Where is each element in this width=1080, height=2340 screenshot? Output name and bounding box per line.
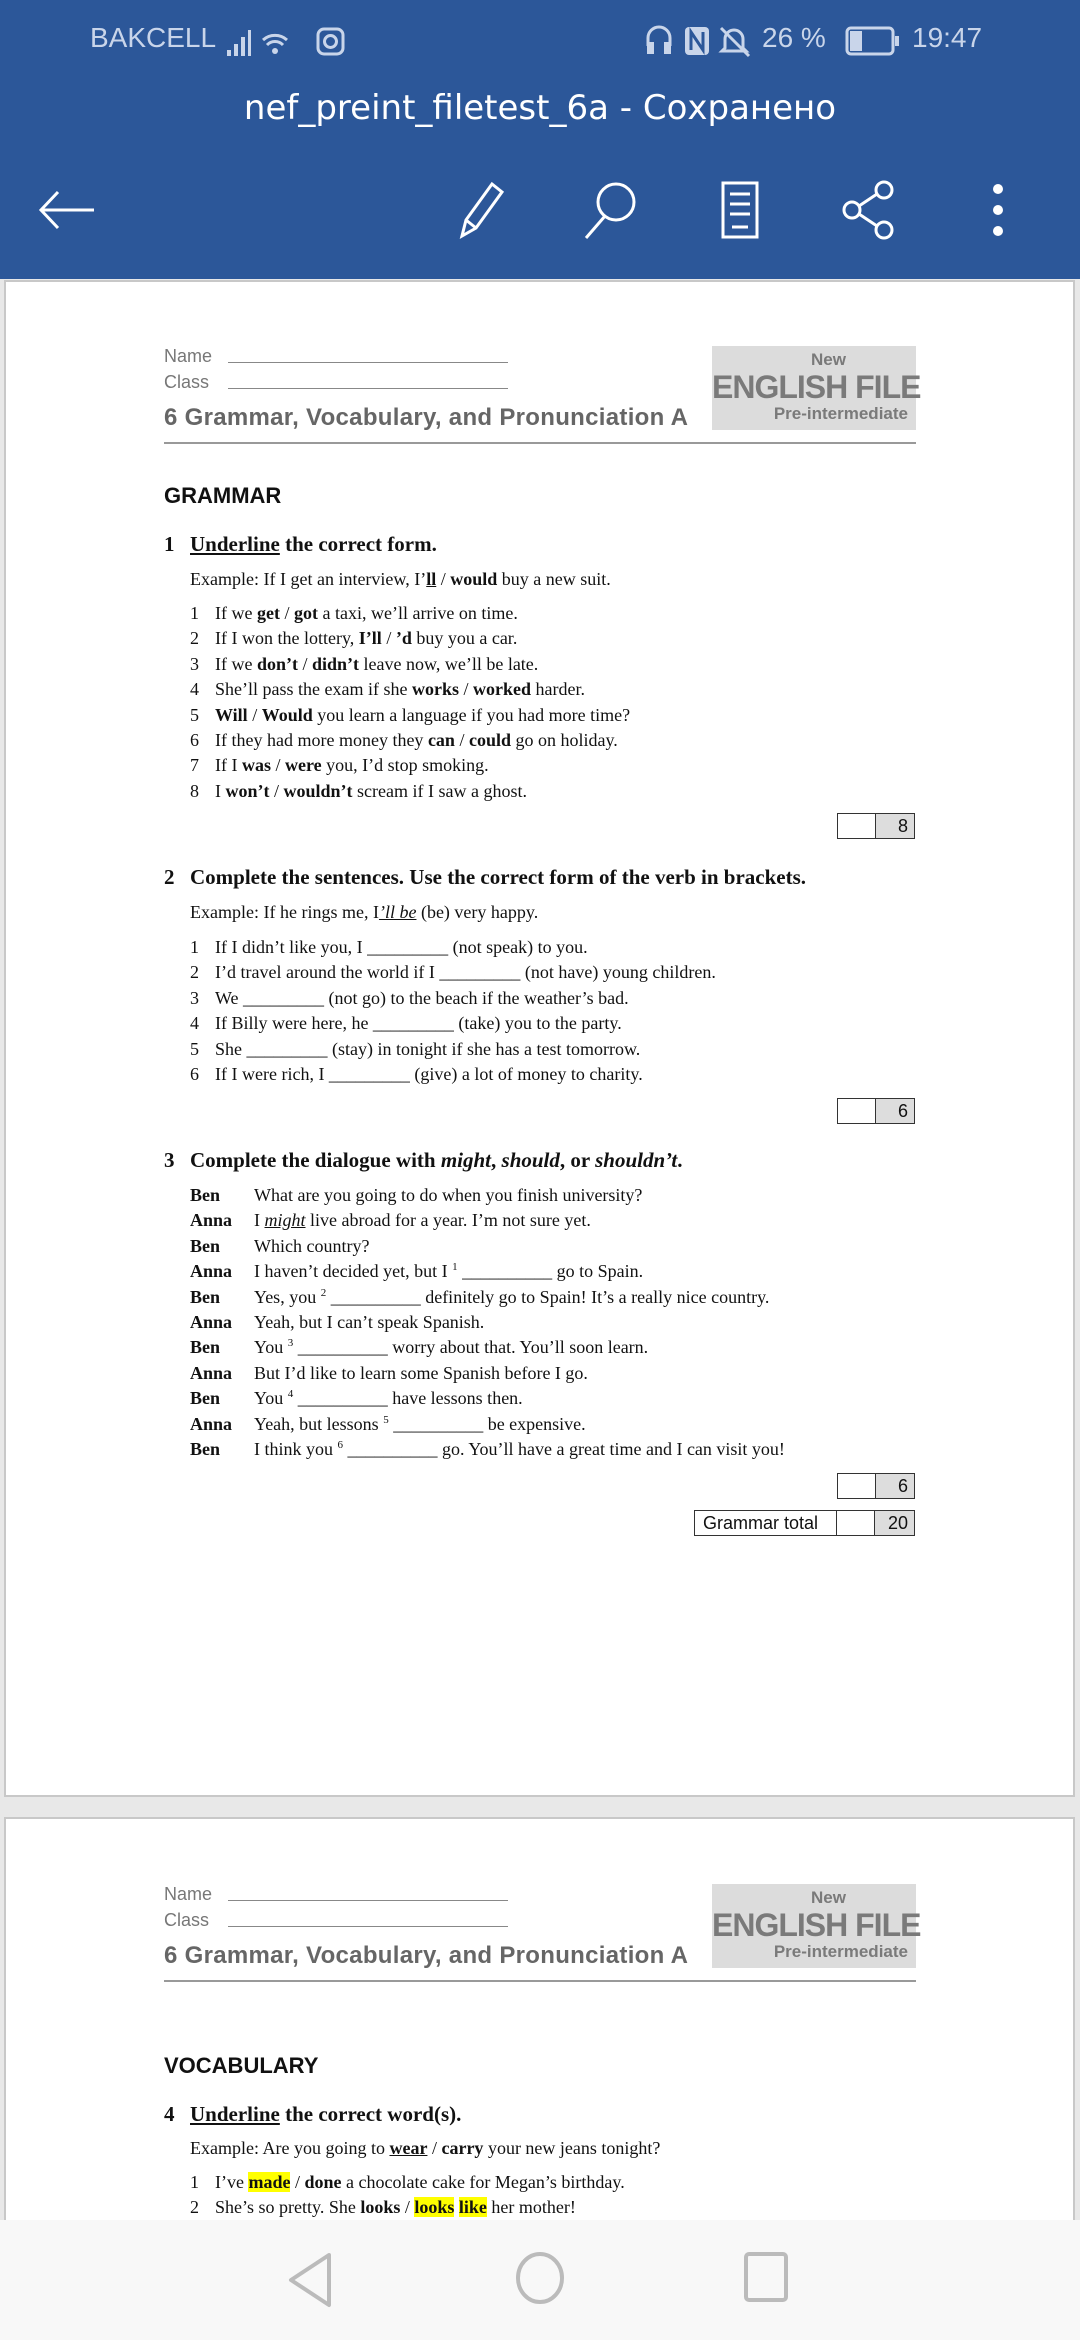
exercise-item <box>215 705 630 726</box>
text-segment: worked <box>473 679 531 700</box>
exercise-item <box>215 755 489 776</box>
speaker-name: Anna <box>190 1210 233 1231</box>
text-segment: If they had more money they <box>215 730 428 750</box>
exercise-item <box>215 730 618 751</box>
dialogue-line <box>254 1261 643 1282</box>
exercise-item <box>215 1013 622 1034</box>
text-segment: __________ have lessons then. <box>293 1388 523 1409</box>
logo-text: New <box>811 350 846 369</box>
score-max: 6 <box>876 1474 914 1498</box>
class-label: Class <box>164 1910 210 1930</box>
question-number: 1 <box>164 532 175 556</box>
text-segment: She’s so pretty. She <box>215 2197 361 2218</box>
text-segment: get <box>256 603 280 623</box>
speaker-name: Ben <box>190 1286 221 1307</box>
text-segment: ll <box>426 569 437 589</box>
exercise-item <box>215 1039 640 1060</box>
edit-pencil-icon[interactable] <box>452 180 512 240</box>
text-segment: should <box>501 1148 560 1172</box>
text-segment: a taxi, we’ll arrive on time. <box>317 603 518 623</box>
speaker-name: Ben <box>190 1337 221 1358</box>
item-number: 3 <box>190 987 199 1008</box>
item-number: 2 <box>190 962 199 983</box>
text-segment: She _________ (stay) in tonight if she has a test tomorrow. <box>215 1038 641 1059</box>
highlighted-answer: like <box>458 2197 487 2218</box>
item-number: 6 <box>190 730 199 750</box>
text-segment: __________ be expensive. <box>388 1413 586 1434</box>
score-input[interactable] <box>838 1474 876 1498</box>
text-segment: You <box>254 1388 288 1409</box>
highlighted-answer: looks <box>414 2197 455 2218</box>
reading-view-icon[interactable] <box>710 180 770 240</box>
item-number: 1 <box>190 603 199 623</box>
text-segment: scream if I saw a ghost. <box>352 780 527 801</box>
gap-number: 5 <box>383 1413 389 1426</box>
text-segment: buy a new suit. <box>497 569 611 589</box>
grammar-total-label: Grammar total <box>695 1511 837 1535</box>
question-instruction <box>190 2102 461 2127</box>
exercise-item <box>215 2197 576 2218</box>
score-box <box>837 813 915 839</box>
logo-text: ENGLISH FILE <box>712 369 921 405</box>
name-label: Name <box>164 1884 213 1904</box>
text-segment: don’t <box>256 653 298 674</box>
speaker-name: Ben <box>190 1388 221 1409</box>
item-number: 7 <box>190 755 199 776</box>
text-segment: Yeah, but I can’t speak Spanish. <box>254 1312 485 1332</box>
battery-icon <box>845 26 901 56</box>
speaker-name: Anna <box>190 1362 233 1383</box>
text-segment: / <box>381 628 396 649</box>
exercise-item <box>215 937 588 958</box>
text-segment: wouldn’t <box>283 780 353 801</box>
dialogue-line <box>254 1236 369 1257</box>
dialogue-line <box>254 1414 586 1435</box>
text-segment: If we <box>215 603 257 623</box>
text-segment: Underline <box>190 2102 280 2126</box>
item-number: 2 <box>190 2197 199 2218</box>
speaker-name: Anna <box>190 1261 233 1282</box>
test-heading: 6 Grammar, Vocabulary, and Pronunciation A <box>164 1942 689 1969</box>
question-instruction <box>190 865 806 890</box>
item-number: 5 <box>190 1038 199 1059</box>
example-sentence <box>190 902 538 923</box>
gap-number: 2 <box>320 1286 327 1299</box>
dialogue-line <box>254 1287 769 1308</box>
dialogue-line <box>254 1312 484 1333</box>
text-segment: Will <box>215 704 248 725</box>
item-number: 8 <box>190 780 199 801</box>
text-segment: / <box>247 704 262 725</box>
text-segment: (be) very happy. <box>416 902 539 922</box>
document-title: nef_preint_filetest_6a - Сохранено <box>243 88 837 128</box>
text-segment: can <box>427 730 455 750</box>
text-segment: didn’t <box>312 653 360 674</box>
text-segment: . <box>677 1148 683 1172</box>
home-icon[interactable] <box>512 2248 568 2308</box>
clock: 19:47 <box>912 22 983 53</box>
text-segment: __________ worry about that. You’ll soon learn. <box>293 1337 649 1358</box>
text-segment: , or <box>559 1148 596 1172</box>
app-header <box>0 0 1080 279</box>
text-segment: would <box>450 569 498 589</box>
text-segment: ’ll be <box>378 902 417 922</box>
headset-nfc-mute-icons <box>645 24 755 58</box>
text-segment: won’t <box>225 780 270 801</box>
text-segment: might <box>440 1148 492 1172</box>
text-segment: If Billy were here, he _________ (take) you to the party. <box>215 1013 622 1034</box>
text-segment: I’ve <box>215 2172 249 2192</box>
text-segment: I <box>215 780 226 801</box>
text-segment: you, I’d stop smoking. <box>321 755 489 776</box>
text-segment: You <box>254 1337 288 1358</box>
section-title-vocabulary: VOCABULARY <box>164 2053 319 2078</box>
dialogue-line <box>254 1210 591 1231</box>
speaker-name: Anna <box>190 1312 233 1332</box>
question-number: 3 <box>164 1148 175 1172</box>
text-segment: were <box>285 755 322 776</box>
text-segment: Example: If I get an interview, I’ <box>190 569 427 589</box>
text-segment: I <box>254 1210 265 1231</box>
english-file-logo <box>712 1884 921 1968</box>
question-instruction <box>190 1148 682 1173</box>
item-number: 2 <box>190 628 199 649</box>
item-number: 1 <box>190 937 199 957</box>
text-segment: Yeah, but lessons <box>254 1413 384 1434</box>
item-number: 4 <box>190 679 199 700</box>
score-max: 8 <box>876 814 914 838</box>
exercise-item <box>215 2172 625 2193</box>
text-segment: If we <box>215 653 257 674</box>
text-segment: If I won the lottery, <box>215 628 359 649</box>
text-segment: __________ go. You’ll have a great time and I can visit you! <box>343 1439 785 1459</box>
text-segment: your new jeans tonight? <box>483 2138 661 2158</box>
text-segment: was <box>241 755 271 776</box>
text-segment: I think you <box>254 1439 338 1459</box>
share-icon[interactable] <box>838 180 898 240</box>
name-label: Name <box>164 346 213 366</box>
text-segment: If I <box>215 755 242 776</box>
class-line[interactable] <box>228 388 508 389</box>
signal-wifi-icons <box>225 26 345 58</box>
item-number: 4 <box>190 1013 199 1034</box>
text-segment: Example: Are you going to <box>190 2138 390 2158</box>
score-box <box>837 1098 915 1124</box>
text-segment: Which country? <box>254 1235 370 1256</box>
exercise-item <box>215 679 585 700</box>
text-segment: ’d <box>395 628 412 649</box>
gap-number: 1 <box>452 1261 458 1274</box>
score-max: 6 <box>876 1099 914 1123</box>
logo-text: Pre-intermediate <box>773 404 908 423</box>
score-input[interactable] <box>838 814 876 838</box>
text-segment: the correct form. <box>279 532 437 556</box>
text-segment: her mother! <box>486 2197 576 2218</box>
text-segment: I’d travel around the world if I _________ (not have) young children. <box>215 962 716 983</box>
text-segment: Underline <box>190 532 280 556</box>
score-box <box>837 1473 915 1499</box>
text-segment: you learn a language if you had more time? <box>312 704 631 725</box>
logo-text: New <box>811 1888 846 1907</box>
text-segment: I haven’t decided yet, but I <box>254 1261 453 1282</box>
text-segment: __________ go to Spain. <box>457 1261 644 1282</box>
text-segment: If I were rich, I _________ (give) a lot of money to charity. <box>215 1064 643 1084</box>
item-number: 3 <box>190 653 199 674</box>
exercise-item <box>215 988 629 1009</box>
exercise-item <box>215 628 517 649</box>
text-segment: could <box>468 730 511 750</box>
text-segment: Would <box>261 704 313 725</box>
back-arrow-icon[interactable] <box>36 180 96 240</box>
text-segment: leave now, we’ll be late. <box>359 653 539 674</box>
text-segment: / <box>271 755 286 776</box>
search-icon[interactable] <box>580 180 640 240</box>
name-line[interactable] <box>228 1900 508 1901</box>
text-segment: / <box>458 679 473 700</box>
text-segment: / <box>269 780 284 801</box>
text-segment: buy you a car. <box>411 628 518 649</box>
section-title-grammar: GRAMMAR <box>164 483 282 508</box>
dialogue-line <box>254 1337 648 1358</box>
text-segment: She’ll pass the exam if she <box>215 679 412 700</box>
more-vert-icon[interactable] <box>968 180 1028 240</box>
gap-number: 3 <box>287 1337 294 1350</box>
example-sentence <box>190 569 611 590</box>
text-segment: harder. <box>531 679 585 700</box>
carrier: BAKCELL <box>90 22 217 53</box>
speaker-name: Ben <box>190 1439 221 1459</box>
text-segment: looks <box>360 2197 401 2218</box>
text-segment: live abroad for a year. I’m not sure yet. <box>305 1210 591 1231</box>
dialogue-line <box>254 1185 642 1206</box>
text-segment: / <box>400 2197 415 2218</box>
question-instruction <box>190 532 437 557</box>
exercise-item <box>215 962 716 983</box>
class-line[interactable] <box>228 1926 508 1927</box>
text-segment: We _________ (not go) to the beach if the weather’s bad. <box>215 987 629 1008</box>
example-sentence <box>190 2138 660 2159</box>
text-segment: got <box>293 603 318 623</box>
text-segment: Yes, you <box>254 1286 321 1307</box>
english-file-logo <box>712 346 921 430</box>
name-line[interactable] <box>228 362 508 363</box>
text-segment: , <box>491 1148 502 1172</box>
text-segment: If I didn’t like you, I _________ (not speak) to you. <box>215 937 588 957</box>
total-max: 20 <box>875 1511 914 1535</box>
speaker-name: Ben <box>190 1185 221 1205</box>
text-segment: But I’d like to learn some Spanish before I go. <box>254 1362 588 1383</box>
test-heading: 6 Grammar, Vocabulary, and Pronunciation A <box>164 404 689 431</box>
dialogue-line <box>254 1439 785 1460</box>
text-segment: __________ definitely go to Spain! It’s a really nice country. <box>326 1286 770 1307</box>
text-segment: might <box>264 1210 306 1231</box>
gap-number: 6 <box>337 1439 343 1451</box>
text-segment: done <box>304 2172 342 2192</box>
back-icon[interactable] <box>283 2250 339 2310</box>
text-segment: / <box>279 603 294 623</box>
text-segment: Example: If he rings me, I <box>190 902 379 922</box>
text-segment: a chocolate cake for Megan’s birthday. <box>341 2172 625 2192</box>
dialogue-line <box>254 1388 523 1409</box>
text-segment: Complete the dialogue with <box>190 1148 441 1172</box>
text-segment: / <box>436 569 451 589</box>
text-segment: works <box>411 679 459 700</box>
highlighted-answer: made <box>248 2172 291 2192</box>
text-segment: go on holiday. <box>510 730 618 750</box>
item-number: 5 <box>190 704 199 725</box>
score-input[interactable] <box>838 1099 876 1123</box>
logo-text: Pre-intermediate <box>773 1942 908 1961</box>
exercise-item <box>215 1064 643 1085</box>
grammar-total-box <box>694 1510 915 1536</box>
text-segment: Complete the sentences. Use the correct form of the verb in brackets. <box>190 865 807 889</box>
question-number: 2 <box>164 865 175 889</box>
item-number: 1 <box>190 2172 199 2192</box>
dialogue-line <box>254 1363 588 1384</box>
text-segment: carry <box>441 2138 484 2158</box>
text-segment: / <box>454 730 469 750</box>
text-segment: What are you going to do when you finish university? <box>254 1185 643 1205</box>
speaker-name: Ben <box>190 1235 221 1256</box>
speaker-name: Anna <box>190 1413 233 1434</box>
text-segment: / <box>427 2138 442 2158</box>
text-segment: shouldn’t <box>595 1148 678 1172</box>
exercise-item <box>215 654 538 675</box>
question-number: 4 <box>164 2102 175 2126</box>
text-segment: / <box>298 653 313 674</box>
recents-icon[interactable] <box>742 2250 794 2306</box>
battery-percent: 26 % <box>762 22 826 53</box>
text-segment: I’ll <box>358 628 382 649</box>
heading-rule <box>164 442 916 444</box>
text-segment: the correct word(s). <box>279 2102 462 2126</box>
item-number: 6 <box>190 1064 199 1084</box>
exercise-item <box>215 603 518 624</box>
logo-text: ENGLISH FILE <box>712 1907 921 1943</box>
gap-number: 4 <box>287 1388 294 1401</box>
heading-rule <box>164 1980 916 1982</box>
system-nav-bar <box>0 2220 1080 2340</box>
text-segment: / <box>290 2172 305 2192</box>
total-input[interactable] <box>837 1511 876 1535</box>
text-segment: wear <box>389 2138 428 2158</box>
class-label: Class <box>164 372 210 392</box>
exercise-item <box>215 781 527 802</box>
